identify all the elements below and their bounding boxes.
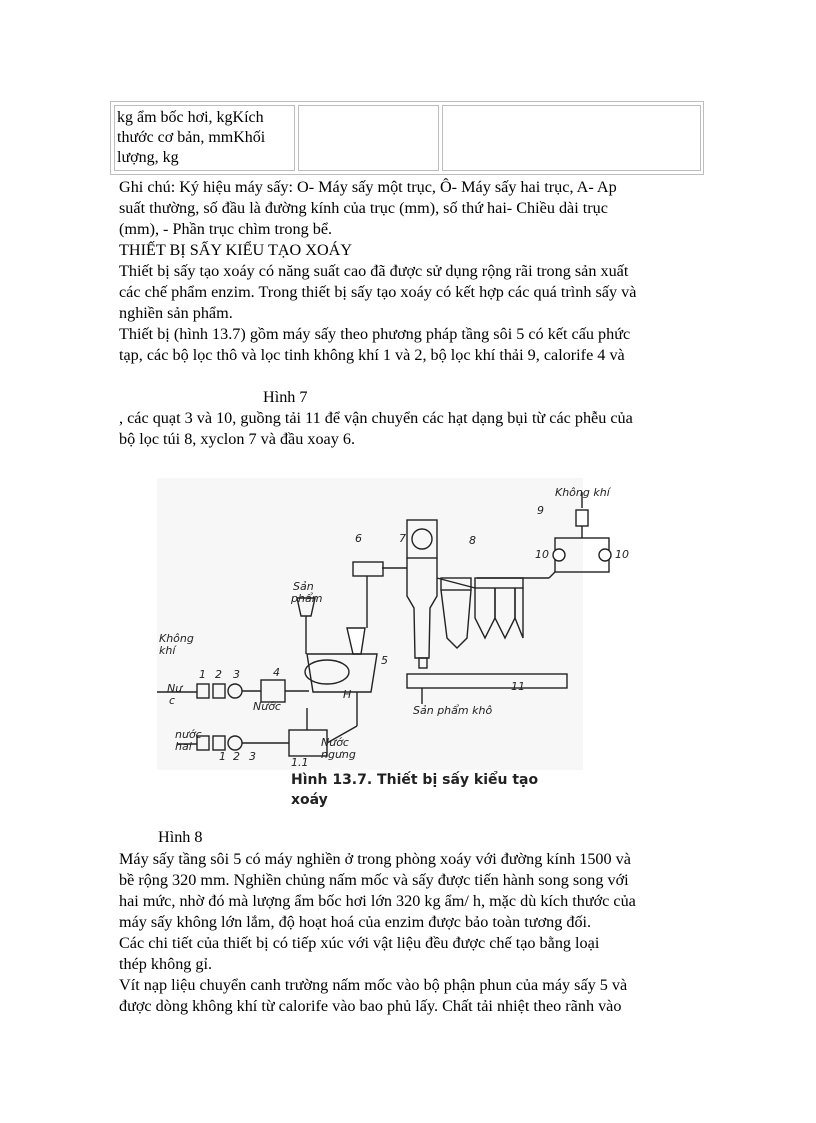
table-cell-text xyxy=(443,106,700,110)
spec-table xyxy=(110,101,704,175)
note-line: suất thường, số đầu là đường kính của trục (mm), số thứ hai- Chiều dài trục xyxy=(119,199,608,217)
table-cell-text xyxy=(299,106,438,110)
table-cell-text xyxy=(115,106,294,170)
table-cell xyxy=(114,105,295,171)
paragraph-line: thép không gỉ. xyxy=(119,955,213,973)
label-khong-khi-left: Không xyxy=(159,632,194,645)
table-cell-line: lượng, kg xyxy=(117,149,179,166)
label-nuoc-ngung: Nước xyxy=(321,736,349,749)
paragraph-line: , các quạt 3 và 10, guồng tải 11 để vận chuyển các hạt dạng bụi từ các phễu của xyxy=(119,409,633,427)
label-nuoc-hai-2: hai xyxy=(175,740,192,753)
table-cell-line: kg ẩm bốc hơi, kgKích xyxy=(117,109,264,126)
paragraph-line: Các chi tiết của thiết bị có tiếp xúc với vật liệu đều được chế tạo bằng loại xyxy=(119,934,600,952)
paragraph-line: được dòng không khí từ calorife vào bao phủ lấy. Chất tải nhiệt theo rãnh vào xyxy=(119,997,622,1015)
label-san-pham-2: phẩm xyxy=(291,592,323,605)
figure-7-label: Hình 7 xyxy=(263,388,308,406)
label-1-1: 1.1 xyxy=(291,756,309,769)
label-11: 11 xyxy=(511,680,525,693)
table-cell-line: thước cơ bản, mmKhối xyxy=(117,129,266,146)
label-nuoc-ngung-2: ngưng xyxy=(321,748,356,761)
label-2: 2 xyxy=(215,668,222,681)
figure-8-label: Hình 8 xyxy=(158,828,203,846)
label-5: 5 xyxy=(381,654,388,667)
figure-caption: Hình 13.7. Thiết bị sấy kiểu tạo xyxy=(291,772,539,788)
paragraph-line: hai mức, nhờ đó mà lượng ẩm bốc hơi lớn 320 kg ẩm/ h, mặc dù kích thước của xyxy=(119,892,636,910)
label-san-pham: Sản xyxy=(293,580,314,593)
table-cell xyxy=(442,105,701,171)
label-khong-khi-left-2: khí xyxy=(159,644,176,657)
label-nuoc: Nước xyxy=(253,700,281,713)
figure-caption-2: xoáy xyxy=(291,792,328,808)
section-heading: THIẾT BỊ SẤY KIỂU TẠO XOÁY xyxy=(119,241,353,259)
paragraph-line: Thiết bị sấy tạo xoáy có năng suất cao đã được sử dụng rộng rãi trong sản xuất xyxy=(119,262,629,280)
label-khong-khi-top: Không khí xyxy=(555,486,610,499)
dryer-diagram xyxy=(157,478,629,818)
label-3: 3 xyxy=(233,668,240,681)
label-4: 4 xyxy=(273,666,280,679)
label-nuoc-hai: nước xyxy=(175,728,202,741)
paragraph-line: máy sấy không lớn lắm, độ hoạt hoá của enzim được bảo toàn tương đối. xyxy=(119,913,592,931)
label-8: 8 xyxy=(469,534,476,547)
label-9: 9 xyxy=(537,504,544,517)
label-7: 7 xyxy=(399,532,406,545)
label-3b: 3 xyxy=(249,750,256,763)
paragraph-line: Máy sấy tầng sôi 5 có máy nghiền ở trong phòng xoáy với đường kính 1500 và xyxy=(119,850,631,868)
label-nuoc-left: Nư xyxy=(167,682,183,695)
label-10b: 10 xyxy=(615,548,629,561)
dryer-diagram-figure xyxy=(157,478,629,818)
paragraph-line: Thiết bị (hình 13.7) gồm máy sấy theo phương pháp tầng sôi 5 có kết cấu phức xyxy=(119,325,631,343)
paragraph-line: tạp, các bộ lọc thô và lọc tinh không khí 1 và 2, bộ lọc khí thải 9, calorife 4 và xyxy=(119,346,625,364)
label-2b: 2 xyxy=(233,750,240,763)
label-1b: 1 xyxy=(219,750,226,763)
table-cell xyxy=(298,105,439,171)
note-line: Ghi chú: Ký hiệu máy sấy: O- Máy sấy một trục, Ô- Máy sấy hai trục, A- Ap xyxy=(119,178,617,196)
paragraph-line: bề rộng 320 mm. Nghiền chủng nấm mốc và sấy được tiến hành song song với xyxy=(119,871,629,889)
label-san-pham-kho: Sản phẩm khô xyxy=(413,704,493,717)
note-line: (mm), - Phần trục chìm trong bể. xyxy=(119,220,333,238)
label-nuoc-left-2: c xyxy=(169,694,176,707)
label-10: 10 xyxy=(535,548,549,561)
paragraph-line: Vít nạp liệu chuyển canh trường nấm mốc vào bộ phận phun của máy sấy 5 và xyxy=(119,976,628,994)
paragraph-line: các chế phẩm enzim. Trong thiết bị sấy tạo xoáy có kết hợp các quá trình sấy và xyxy=(119,283,637,301)
paragraph-line: nghiền sản phẩm. xyxy=(119,304,233,322)
paragraph-line: bộ lọc túi 8, xyclon 7 và đầu xoay 6. xyxy=(119,430,356,448)
label-1: 1 xyxy=(199,668,206,681)
label-6: 6 xyxy=(355,532,362,545)
label-H: H xyxy=(343,688,352,701)
